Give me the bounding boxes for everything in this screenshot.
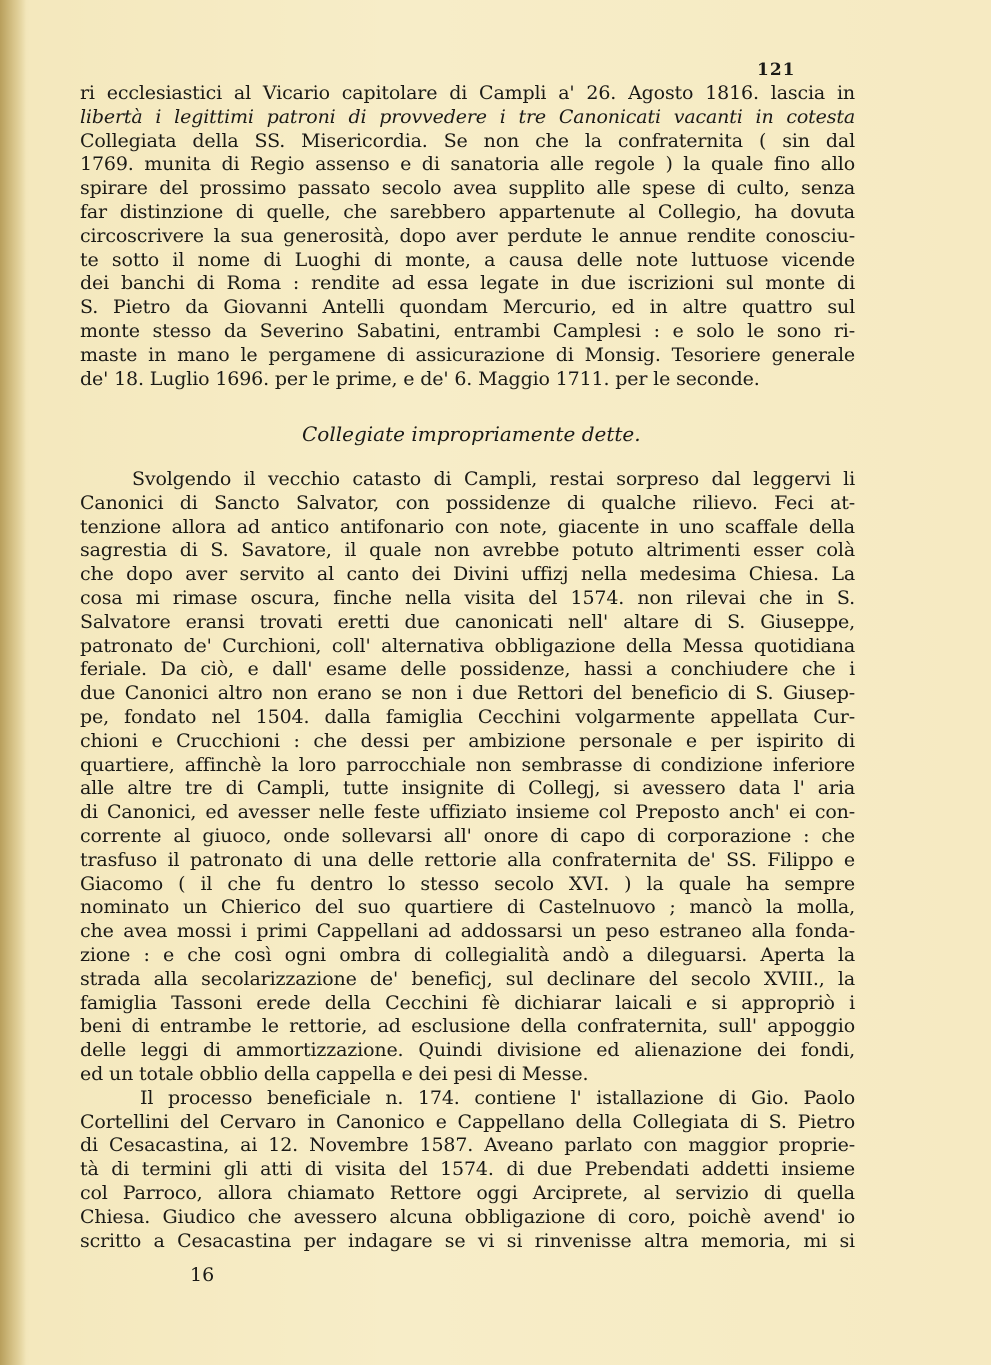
text-line: scritto a Cesacastina per indagare se vi si rinvenisse altra memoria, mi si	[80, 1229, 855, 1252]
text-line: te sotto il nome di Luoghi di monte, a causa delle note luttuose vicende	[80, 248, 855, 271]
text-line: libertà i legittimi patroni di provvedere i tre Canonicati vacanti in cotesta	[80, 105, 855, 128]
text-line: che dopo aver servito al canto dei Divini uffizj nella medesima Chiesa. La	[80, 563, 855, 586]
text-line: col Parroco, allora chiamato Rettore oggi Arciprete, al servizio di quella	[80, 1181, 855, 1204]
text-line: delle leggi di ammortizzazione. Quindi divisione ed alienazione dei fondi,	[80, 1039, 855, 1062]
text-line: monte stesso da Severino Sabatini, entrambi Camplesi : e solo le sono ri-	[80, 319, 855, 342]
text-line: patronato de' Curchioni, coll' alternativa obbligazione della Messa quotidiana	[80, 634, 855, 657]
text-line: strada alla secolarizzazione de' beneficj, sul declinare del secolo XVIII., la	[80, 967, 855, 990]
text-line: 1769. munita di Regio assenso e di sanatoria alle regole ) la quale fino allo	[80, 153, 855, 176]
text-line: spirare del prossimo passato secolo avea supplito alle spese di culto, senza	[80, 177, 855, 200]
paragraph-2-3	[80, 468, 855, 1253]
text-line: ri ecclesiastici al Vicario capitolare di Campli a' 26. Agosto 1816. lascia in	[80, 82, 855, 104]
text-line: trasfuso il patronato di una delle rettorie alla confraternita de' SS. Filippo e	[80, 848, 855, 871]
text-line: cosa mi rimase oscura, finche nella visita del 1574. non rilevai che in S.	[80, 586, 855, 609]
text-line: Giacomo ( il che fu dentro lo stesso secolo XVI. ) la quale ha sempre	[80, 872, 855, 895]
text-line: Salvatore eransi trovati eretti due canonicati nell' altare di S. Giuseppe,	[80, 610, 855, 633]
text-line: che avea mossi i primi Cappellani ad addossarsi un peso estraneo alla fonda-	[80, 920, 855, 943]
text-line: di Cesacastina, ai 12. Novembre 1587. Aveano parlato con maggior proprie-	[80, 1134, 855, 1157]
text-line: Canonici di Sancto Salvator, con possidenze di qualche rilievo. Feci at-	[80, 491, 855, 514]
text-line: S. Pietro da Giovanni Antelli quondam Mercurio, ed in altre quattro sul	[80, 296, 855, 319]
text-line: Cortellini del Cervaro in Canonico e Cappellano della Collegiata di S. Pietro	[80, 1110, 855, 1133]
text-line: nominato un Chierico del suo quartiere di Castelnuovo ; mancò la molla,	[80, 896, 855, 919]
text-line: dei banchi di Roma : rendite ad essa legate in due iscrizioni sul monte di	[80, 272, 855, 295]
text-line: di Canonici, ed avesser nelle feste uffiziato insieme col Preposto anch' ei con-	[80, 801, 855, 824]
text-line: corrente al giuoco, onde sollevarsi all' onore di capo di corporazione : che	[80, 824, 855, 847]
section-heading: Collegiate impropriamente dette.	[302, 422, 641, 446]
text-line: circoscrivere la sua generosità, dopo aver perdute le annue rendite conosciu-	[80, 224, 855, 247]
text-line: Il processo beneficiale n. 174. contiene l' istallazione di Gio. Paolo	[140, 1086, 855, 1109]
text-line: zione : e che così ogni ombra di collegialità andò a dileguarsi. Aperta la	[80, 943, 855, 966]
page-number: 121	[757, 60, 796, 80]
text-line: tà di termini gli atti di visita del 1574. di due Prebendati addetti insieme	[80, 1158, 855, 1181]
text-line: Chiesa. Giudico che avessero alcuna obbligazione di coro, poichè avend' io	[80, 1205, 855, 1228]
text-line: pe, fondato nel 1504. dalla famiglia Cecchini volgarmente appellata Cur-	[80, 705, 855, 728]
text-line: famiglia Tassoni erede della Cecchini fè dichiarar laicali e si appropriò i	[80, 991, 855, 1014]
text-line: de' 18. Luglio 1696. per le prime, e de' 6. Maggio 1711. per le seconde.	[80, 367, 760, 390]
text-line: sagrestia di S. Savatore, il quale non avrebbe potuto altrimenti esser colà	[80, 539, 855, 562]
text-line: tenzione allora ad antico antifonario con note, giacente in uno scaffale della	[80, 515, 855, 538]
text-line: feriale. Da ciò, e dall' esame delle possidenze, hassi a conchiudere che i	[80, 658, 855, 681]
binding-shadow	[0, 0, 26, 1365]
signature-mark: 16	[190, 1264, 215, 1286]
text-line: due Canonici altro non erano se non i due Rettori del beneficio di S. Giusep-	[80, 682, 855, 705]
text-line: Svolgendo il vecchio catasto di Campli, restai sorpreso dal leggervi li	[132, 468, 855, 490]
text-line: alle altre tre di Campli, tutte insignite di Collegj, si avessero data l' aria	[80, 777, 855, 800]
text-line: maste in mano le pergamene di assicurazione di Monsig. Tesoriere generale	[80, 343, 855, 366]
text-line: far distinzione di quelle, che sarebbero appartenute al Collegio, ha dovuta	[80, 200, 855, 223]
text-line: ed un totale obblio della cappella e dei pesi di Messe.	[80, 1062, 589, 1085]
text-line: beni di entrambe le rettorie, ad esclusione della confraternita, sull' appoggio	[80, 1015, 855, 1038]
text-line: quartiere, affinchè la loro parrocchiale non sembrasse di condizione inferiore	[80, 753, 855, 776]
paragraph-1	[80, 82, 855, 391]
text-line: chioni e Crucchioni : che dessi per ambizione personale e per ispirito di	[80, 729, 855, 752]
text-line: Collegiata della SS. Misericordia. Se non che la confraternita ( sin dal	[80, 129, 855, 152]
